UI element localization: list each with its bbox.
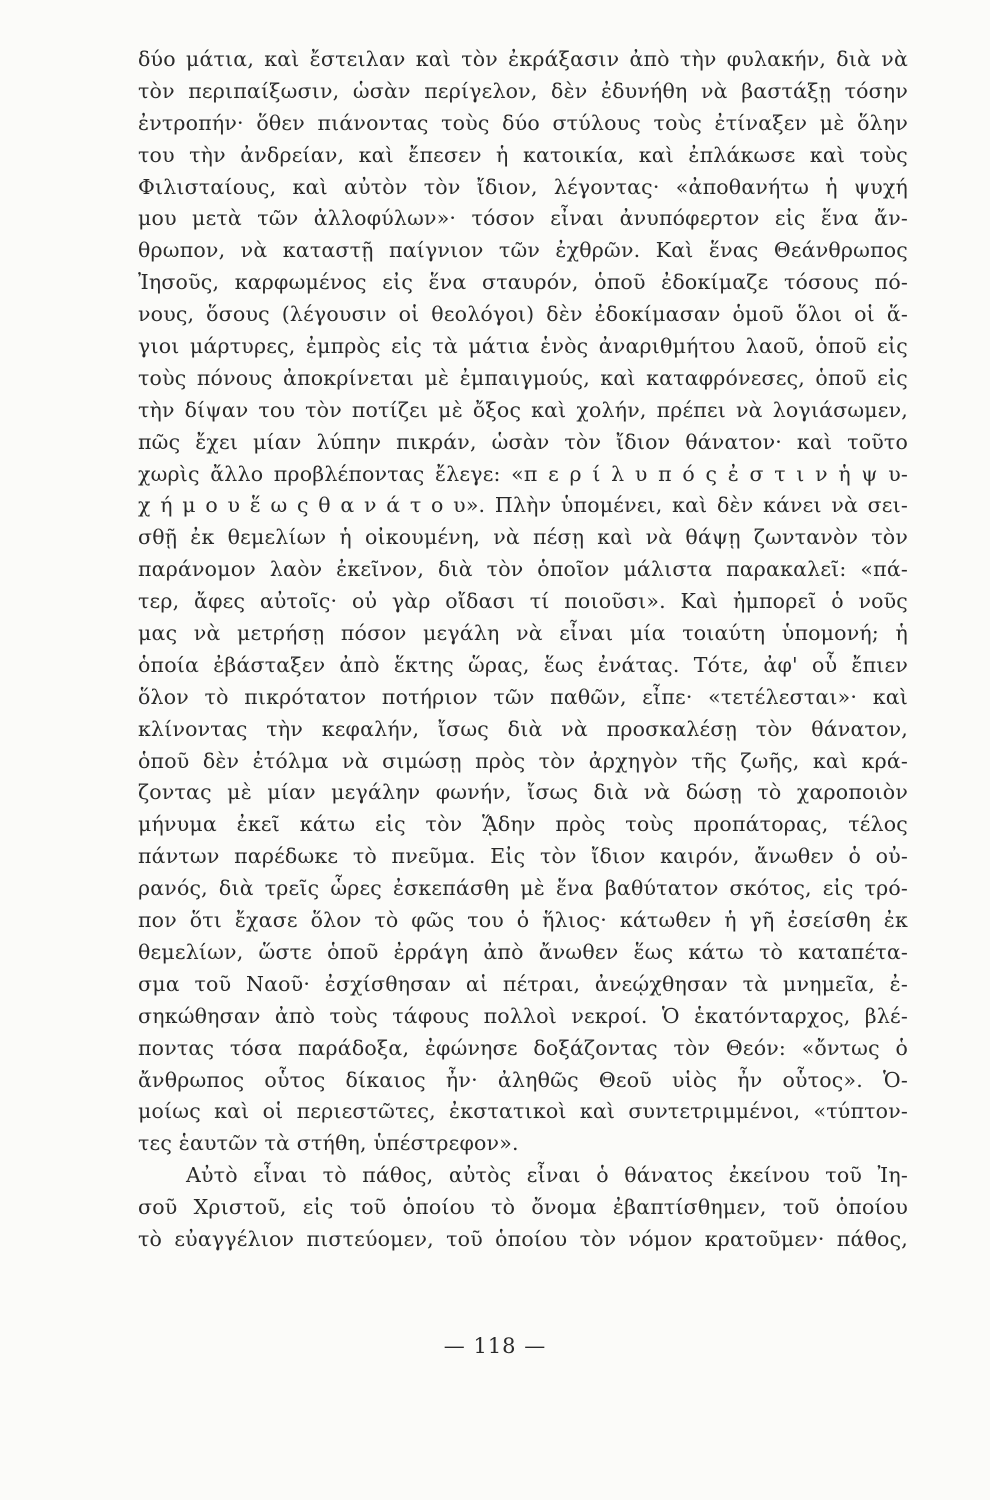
text-line: χωρὶς ἄλλο προβλέποντας ἔλεγε: «π ε ρ ί λ υ π ό ς ἐ σ τ ι ν ἡ ψ υ- bbox=[138, 461, 908, 486]
text-line: τὸν περιπαίξωσιν, ὡσὰν περίγελον, δὲν ἐδυνήθη νὰ βαστάξῃ τόσην bbox=[138, 78, 908, 103]
text-line: ἐντροπήν· ὅθεν πιάνοντας τοὺς δύο στύλους τοὺς ἐτίναξεν μὲ ὅλην bbox=[138, 110, 908, 135]
page-number: — 118 — bbox=[443, 1334, 547, 1358]
text-line: παράνομον λαὸν ἐκεῖνον, διὰ τὸν ὁποῖον μάλιστα παρακαλεῖ: «πά- bbox=[138, 557, 908, 582]
text-line: σοῦ Χριστοῦ, εἰς τοῦ ὁποίου τὸ ὄνομα ἐβαπτίσθημεν, τοῦ ὁποίου bbox=[138, 1195, 908, 1220]
text-line: ὁποία ἐβάσταξεν ἀπὸ ἕκτης ὥρας, ἕως ἐνάτας. Τότε, ἀφ' οὗ ἔπιεν bbox=[138, 652, 908, 677]
text-line: μας νὰ μετρήσῃ πόσον μεγάλη νὰ εἶναι μία τοιαύτη ὑπομονή; ἡ bbox=[138, 621, 908, 646]
text-line: σμα τοῦ Ναοῦ· ἐσχίσθησαν αἱ πέτραι, ἀνεῴχθησαν τὰ μνημεῖα, ἐ- bbox=[138, 971, 908, 996]
text-line: Αὐτὸ εἶναι τὸ πάθος, αὐτὸς εἶναι ὁ θάνατος ἐκείνου τοῦ Ἰη- bbox=[186, 1163, 908, 1188]
text-line: τερ, ἄφες αὐτοῖς· οὐ γὰρ οἴδασι τί ποιοῦσι». Καὶ ἠμπορεῖ ὁ νοῦς bbox=[138, 589, 908, 614]
text-line: ἄνθρωπος οὗτος δίκαιος ἦν· ἀληθῶς Θεοῦ υἱὸς ἦν οὗτος». Ὁ- bbox=[138, 1067, 908, 1092]
text-line: ρανός, διὰ τρεῖς ὧρες ἐσκεπάσθη μὲ ἕνα βαθύτατον σκότος, εἰς τρό- bbox=[138, 876, 908, 901]
text-line: νους, ὅσους (λέγουσιν οἱ θεολόγοι) δὲν ἐδοκίμασαν ὁμοῦ ὅλοι οἱ ἅ- bbox=[138, 302, 908, 327]
text-line: τὸ εὐαγγέλιον πιστεύομεν, τοῦ ὁποίου τὸν νόμον κρατοῦμεν· πάθος, bbox=[138, 1226, 908, 1251]
text-line: μου μετὰ τῶν ἀλλοφύλων»· τόσον εἶναι ἀνυπόφερτον εἰς ἕνα ἄν- bbox=[138, 206, 908, 231]
text-line: σηκώθησαν ἀπὸ τοὺς τάφους πολλοὶ νεκροί. Ὁ ἑκατόνταρχος, βλέ- bbox=[138, 1003, 908, 1028]
text-line: ὅλον τὸ πικρότατον ποτήριον τῶν παθῶν, εἶπε· «τετέλεσται»· καὶ bbox=[138, 684, 908, 709]
text-line: ζοντας μὲ μίαν μεγάλην φωνήν, ἴσως διὰ νὰ δώσῃ τὸ χαροποιὸν bbox=[138, 780, 908, 805]
text-line: δύο μάτια, καὶ ἔστειλαν καὶ τὸν ἐκράξασιν ἀπὸ τὴν φυλακήν, διὰ νὰ bbox=[138, 47, 908, 71]
text-line: θεμελίων, ὥστε ὁποῦ ἐρράγη ἀπὸ ἄνωθεν ἕως κάτω τὸ καταπέτα- bbox=[138, 939, 908, 964]
text-line: γιοι μάρτυρες, ἐμπρὸς εἰς τὰ μάτια ἑνὸς ἀναριθμήτου λαοῦ, ὁποῦ εἰς bbox=[138, 334, 908, 359]
text-line: σθῇ ἐκ θεμελίων ἡ οἰκουμένη, νὰ πέσῃ καὶ νὰ θάψῃ ζωντανὸν τὸν bbox=[138, 525, 908, 550]
text-line: πῶς ἔχει μίαν λύπην πικράν, ὡσὰν τὸν ἴδιον θάνατον· καὶ τοῦτο bbox=[138, 429, 908, 454]
text-line: τες ἑαυτῶν τὰ στήθη, ὑπέστρεφον». bbox=[138, 1131, 519, 1156]
text-line: πον ὅτι ἔχασε ὅλον τὸ φῶς του ὁ ἥλιος· κάτωθεν ἡ γῆ ἐσείσθη ἐκ bbox=[138, 908, 908, 933]
text-line: μήνυμα ἐκεῖ κάτω εἰς τὸν ᾍδην πρὸς τοὺς προπάτορας, τέλος bbox=[138, 812, 908, 837]
text-line: τὴν δίψαν του τὸν ποτίζει μὲ ὄξος καὶ χολήν, πρέπει νὰ λογιάσωμεν, bbox=[138, 397, 908, 422]
text-line: πάντων παρέδωκε τὸ πνεῦμα. Εἰς τὸν ἴδιον καιρόν, ἄνωθεν ὁ οὐ- bbox=[138, 844, 908, 869]
text-line: ποντας τόσα παράδοξα, ἐφώνησε δοξάζοντας τὸν Θεόν: «ὄντως ὁ bbox=[138, 1035, 908, 1060]
text-line: τοὺς πόνους ἀποκρίνεται μὲ ἐμπαιγμούς, καὶ καταφρόνεσες, ὁποῦ εἰς bbox=[138, 365, 908, 390]
text-line: Ἰησοῦς, καρφωμένος εἰς ἕνα σταυρόν, ὁποῦ ἐδοκίμαζε τόσους πό- bbox=[138, 270, 908, 295]
text-line: του τὴν ἀνδρείαν, καὶ ἔπεσεν ἡ κατοικία, καὶ ἐπλάκωσε καὶ τοὺς bbox=[138, 142, 908, 167]
text-line: ὁποῦ δὲν ἐτόλμα νὰ σιμώσῃ πρὸς τὸν ἀρχηγὸν τῆς ζωῆς, καὶ κρά- bbox=[138, 748, 908, 773]
text-line: μοίως καὶ οἱ περιεστῶτες, ἐκστατικοὶ καὶ συντετριμμένοι, «τύπτον- bbox=[138, 1099, 908, 1124]
text-line: θρωπον, νὰ καταστῇ παίγνιον τῶν ἐχθρῶν. Καὶ ἕνας Θεάνθρωπος bbox=[138, 238, 908, 263]
text-line: Φιλισταίους, καὶ αὐτὸν τὸν ἴδιον, λέγοντας· «ἀποθανήτω ἡ ψυχή bbox=[138, 174, 908, 199]
page-text-block bbox=[138, 44, 908, 1256]
text-line: χ ή μ ο υ ἕ ω ς θ α ν ά τ ο υ». Πλὴν ὑπομένει, καὶ δὲν κάνει νὰ σει- bbox=[138, 493, 908, 518]
text-line: κλίνοντας τὴν κεφαλήν, ἴσως διὰ νὰ προσκαλέσῃ τὸν θάνατον, bbox=[138, 716, 908, 741]
